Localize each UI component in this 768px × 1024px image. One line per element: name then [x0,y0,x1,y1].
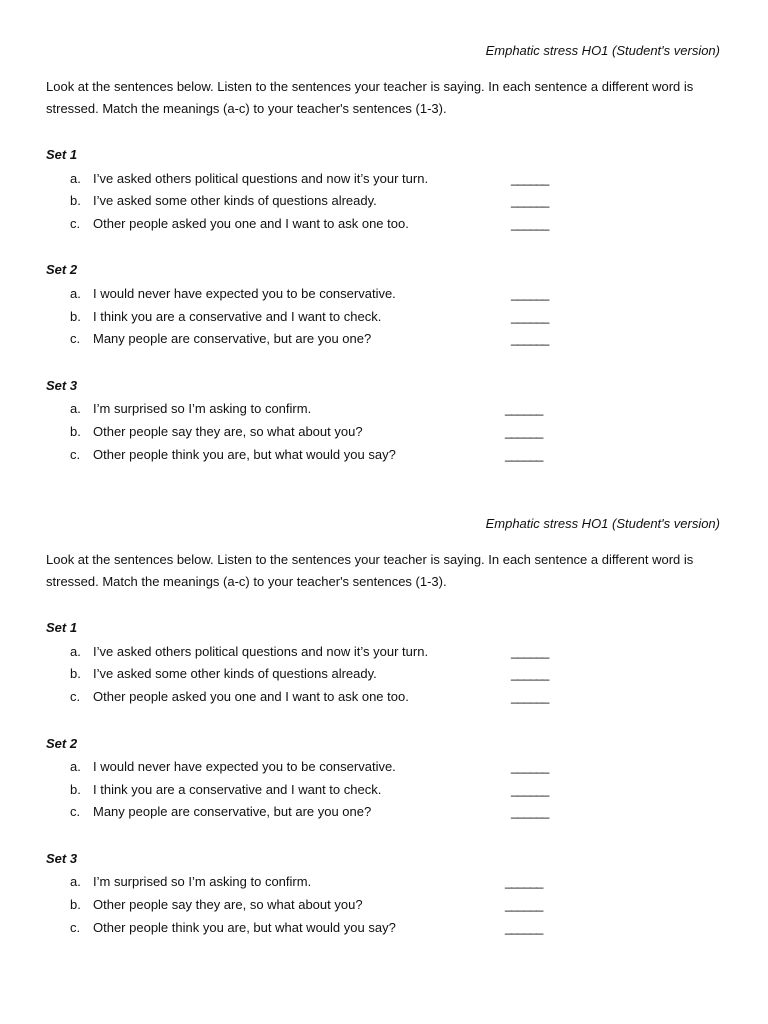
item-letter: c. [70,331,81,346]
item-text: I’ve asked others political questions and now it’s your turn. [93,644,429,659]
set-1-item-c [0,216,768,238]
item-text: Other people asked you one and I want to ask one too. [93,689,409,704]
item-text: I would never have expected you to be conservative. [93,759,396,774]
item-text: I’m surprised so I’m asking to confirm. [93,401,312,416]
set-2-item-c [0,331,768,353]
answer-blank[interactable]: ______ [511,666,549,681]
set-2-item-a [0,759,768,781]
set-3-item-c [0,447,768,469]
set-1-item-c [0,689,768,711]
set-2-item-b [0,309,768,331]
answer-blank[interactable]: ______ [511,309,549,324]
set-1-item-b [0,193,768,215]
answer-blank[interactable]: ______ [511,193,549,208]
item-text: Other people think you are, but what would you say? [93,447,396,462]
set-1-item-a [0,644,768,666]
item-letter: a. [70,401,81,416]
set-1-title: Set 1 [46,147,78,162]
answer-blank[interactable]: ______ [505,401,543,416]
worksheet-header: Emphatic stress HO1 (Student's version) [485,43,720,58]
answer-blank[interactable]: ______ [505,447,543,462]
set-3-title: Set 3 [46,378,78,393]
set-1-item-b [0,666,768,688]
item-text: Other people say they are, so what about you? [93,424,363,439]
set-1-item-a [0,171,768,193]
item-letter: c. [70,216,81,231]
item-text: I’m surprised so I’m asking to confirm. [93,874,312,889]
answer-blank[interactable]: ______ [511,331,549,346]
item-letter: a. [70,286,81,301]
set-3-title: Set 3 [46,851,78,866]
set-2-item-c [0,804,768,826]
item-letter: a. [70,644,81,659]
answer-blank[interactable]: ______ [505,897,543,912]
set-2-title: Set 2 [46,736,78,751]
answer-blank[interactable]: ______ [511,759,549,774]
answer-blank[interactable]: ______ [511,286,549,301]
set-2-item-a [0,286,768,308]
item-letter: c. [70,447,81,462]
item-letter: b. [70,782,81,797]
instructions: Look at the sentences below. Listen to the sentences your teacher is saying. In each sentence a different word is stressed. Match the meanings (a-c) to your teacher's sentences (1-3). [46,552,694,589]
item-text: Other people think you are, but what would you say? [93,920,396,935]
answer-blank[interactable]: ______ [505,874,543,889]
item-text: I’ve asked some other kinds of questions already. [93,193,377,208]
answer-blank[interactable]: ______ [511,171,549,186]
item-letter: a. [70,874,81,889]
set-3-item-a [0,874,768,896]
item-letter: a. [70,171,81,186]
item-letter: b. [70,193,81,208]
item-text: I think you are a conservative and I want to check. [93,782,382,797]
worksheet-header: Emphatic stress HO1 (Student's version) [485,516,720,531]
item-letter: c. [70,804,81,819]
item-text: Many people are conservative, but are you one? [93,331,372,346]
set-2-item-b [0,782,768,804]
item-text: I think you are a conservative and I want to check. [93,309,382,324]
item-letter: c. [70,689,81,704]
set-2-title: Set 2 [46,262,78,277]
item-text: I’ve asked some other kinds of questions already. [93,666,377,681]
item-letter: b. [70,897,81,912]
item-text: Many people are conservative, but are you one? [93,804,372,819]
set-3-item-a [0,401,768,423]
instructions: Look at the sentences below. Listen to the sentences your teacher is saying. In each sentence a different word is stressed. Match the meanings (a-c) to your teacher's sentences (1-3). [46,79,694,116]
answer-blank[interactable]: ______ [511,782,549,797]
answer-blank[interactable]: ______ [505,920,543,935]
set-3-item-b [0,424,768,446]
item-letter: b. [70,424,81,439]
item-letter: b. [70,309,81,324]
answer-blank[interactable]: ______ [511,689,549,704]
answer-blank[interactable]: ______ [511,216,549,231]
item-letter: a. [70,759,81,774]
item-letter: c. [70,920,81,935]
item-text: I would never have expected you to be conservative. [93,286,396,301]
item-text: Other people asked you one and I want to ask one too. [93,216,409,231]
set-3-item-c [0,920,768,942]
answer-blank[interactable]: ______ [511,804,549,819]
set-1-title: Set 1 [46,620,78,635]
item-letter: b. [70,666,81,681]
set-3-item-b [0,897,768,919]
item-text: I’ve asked others political questions and now it’s your turn. [93,171,429,186]
item-text: Other people say they are, so what about you? [93,897,363,912]
answer-blank[interactable]: ______ [511,644,549,659]
answer-blank[interactable]: ______ [505,424,543,439]
